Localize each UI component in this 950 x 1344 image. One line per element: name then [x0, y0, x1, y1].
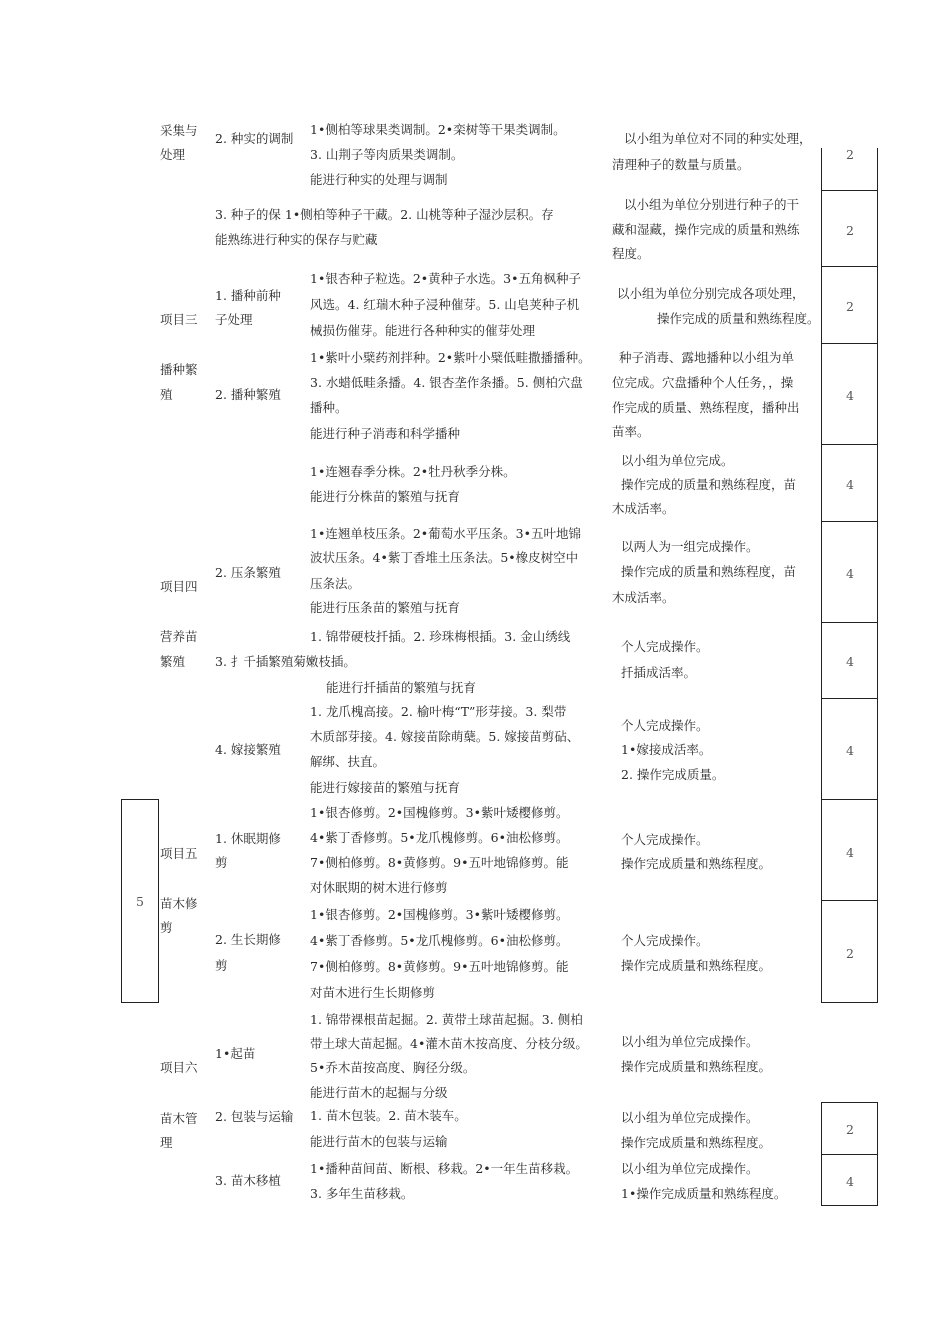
assessment-line: 个人完成操作。 — [621, 933, 709, 948]
content-line: 3. 山荆子等肉质果类调制。 — [310, 147, 464, 162]
assessment-line: 木成活率。 — [612, 590, 675, 605]
hours-value: 2 — [846, 299, 854, 314]
project-4-name-cont: 繁殖 — [160, 654, 186, 669]
hours-value: 4 — [846, 743, 854, 758]
assessment-line: 个人完成操作。 — [621, 718, 709, 733]
hours-value: 4 — [846, 388, 854, 403]
assessment-line: 操作完成质量和熟练程度。 — [621, 856, 772, 871]
project-6-label: 项目六 — [160, 1060, 198, 1075]
content-line: 压条法。 — [310, 576, 361, 591]
content-line: 波状压条。4•紫丁香堆土压条法。5•橡皮树空中 — [310, 550, 579, 565]
hours-row-divider — [821, 266, 878, 267]
content-line: 5•乔木苗按高度、胸径分级。 — [310, 1060, 476, 1075]
assessment-line: 藏和湿藏，操作完成的质量和熟练 — [612, 222, 800, 237]
content-line: 木质部芽接。4. 嫁接苗除萌蘖。5. 嫁接苗剪砧、 — [310, 729, 580, 744]
project-6-name: 苗木管 — [160, 1111, 198, 1126]
project-6-name-cont: 理 — [160, 1135, 173, 1150]
assessment-line: 操作完成的质量和熟练程度。 — [657, 311, 820, 326]
hours-row-divider — [821, 698, 878, 699]
assessment-line: 个人完成操作。 — [621, 639, 709, 654]
content-line: 对休眠期的树木进行修剪 — [310, 880, 448, 895]
hours-value: 4 — [846, 1174, 854, 1189]
content-line: 解绑、扶直。 — [310, 754, 386, 769]
assessment-line: 木成活率。 — [612, 501, 675, 516]
assessment-line: 清理种子的数量与质量。 — [612, 157, 750, 172]
assessment-line: 操作完成质量和熟练程度。 — [621, 1135, 772, 1150]
content-line: 7•侧柏修剪。8•黄修剪。9•五叶地锦修剪。能 — [310, 959, 569, 974]
project-4-label: 项目四 — [160, 579, 198, 594]
hours-value: 4 — [846, 845, 854, 860]
content-line: 能进行苗木的包装与运输 — [310, 1134, 448, 1149]
hours-row-divider — [821, 799, 878, 800]
hours-row-divider — [821, 343, 878, 344]
assessment-line: 操作完成质量和熟练程度。 — [621, 1059, 772, 1074]
content-line: 1•银杏修剪。2•国槐修剪。3•紫叶矮樱修剪。 — [310, 907, 569, 922]
content-line: 1•侧柏等球果类调制。2•栾树等干果类调制。 — [310, 122, 566, 137]
assessment-line: 1•嫁接成活率。 — [621, 742, 712, 757]
project-2-label: 采集与 — [160, 123, 198, 138]
content-line: 4•紫丁香修剪。5•龙爪槐修剪。6•油松修剪。 — [310, 830, 569, 845]
task-growing-pruning-cont: 剪 — [215, 958, 228, 973]
assessment-line: 以小组为单位完成操作。 — [621, 1161, 759, 1176]
hours-value: 2 — [846, 147, 854, 162]
content-line: 能进行苗木的起掘与分级 — [310, 1085, 448, 1100]
content-line: 1. 苗木包装。2. 苗木装车。 — [310, 1108, 467, 1123]
content-line: 带土球大苗起掘。4•灌木苗木按高度、分枝分级。 — [310, 1036, 588, 1051]
assessment-line: 个人完成操作。 — [621, 832, 709, 847]
assessment-line: 以小组为单位分别进行种子的干 — [624, 197, 800, 212]
content-line: 1. 锦带裸根苗起掘。2. 黄带土球苗起掘。3. 侧柏 — [310, 1012, 583, 1027]
content-line: 1. 龙爪槐高接。2. 榆叶梅“T”形芽接。3. 梨带 — [310, 704, 567, 719]
hours-value: 2 — [846, 1122, 854, 1137]
content-line: 械损伤催芽。能进行各种种实的催芽处理 — [310, 323, 536, 338]
task-lifting: 1•起苗 — [215, 1046, 256, 1061]
hours-value: 2 — [846, 946, 854, 961]
content-line: 能进行分株苗的繁殖与抚育 — [310, 489, 461, 504]
content-line: 能进行扦插苗的繁殖与抚育 — [326, 680, 477, 695]
content-line: 3. 水蜡低畦条播。4. 银杏垄作条播。5. 侧柏穴盘 — [310, 375, 583, 390]
project-3-name: 播种繁 — [160, 362, 198, 377]
task-seed-storage-goal: 能熟练进行种实的保存与贮藏 — [215, 232, 378, 247]
content-line: 1•紫叶小檗药剂拌种。2•紫叶小檗低畦撒播播种。 — [310, 350, 591, 365]
assessment-line: 操作完成质量和熟练程度。 — [621, 958, 772, 973]
project-3-name-cont: 殖 — [160, 387, 173, 402]
task-presowing-cont: 子处理 — [215, 312, 253, 327]
task-layering: 2. 压条繁殖 — [215, 565, 281, 580]
hours-row-divider — [821, 1002, 878, 1003]
hours-row-divider — [821, 444, 878, 445]
assessment-line: 操作完成的质量和熟练程度，苗 — [621, 564, 797, 579]
project-5-index: 5 — [136, 894, 144, 909]
content-line: 能进行压条苗的繁殖与抚育 — [310, 600, 461, 615]
task-transplanting: 3. 苗木移植 — [215, 1173, 281, 1188]
assessment-line: 1•操作完成质量和熟练程度。 — [621, 1186, 787, 1201]
assessment-line: 扦插成活率。 — [621, 665, 697, 680]
assessment-line: 以小组为单位分别完成各项处理， — [617, 286, 805, 301]
project-3-label: 项目三 — [160, 312, 198, 327]
project-5-name-cont: 剪 — [160, 920, 173, 935]
assessment-line: 以小组为单位完成操作。 — [621, 1110, 759, 1125]
assessment-line: 位完成。穴盘播种个人任务，，操 — [612, 375, 794, 390]
content-line: 4•紫丁香修剪。5•龙爪槐修剪。6•油松修剪。 — [310, 933, 569, 948]
task-cutting: 3. 扌千插繁殖菊嫩枝插。 — [215, 654, 356, 669]
assessment-line: 苗率。 — [612, 424, 650, 439]
content-line: 1•播种苗间苗、断根、移栽。2•一年生苗移栽。 — [310, 1161, 579, 1176]
content-line: 1•连翘春季分株。2•牡丹秋季分株。 — [310, 464, 516, 479]
content-line: 1•银杏修剪。2•国槐修剪。3•紫叶矮樱修剪。 — [310, 805, 569, 820]
hours-value: 4 — [846, 477, 854, 492]
task-dormant-pruning-cont: 剪 — [215, 855, 228, 870]
content-line: 7•侧柏修剪。8•黄修剪。9•五叶地锦修剪。能 — [310, 855, 569, 870]
task-presowing: 1. 播种前种 — [215, 288, 281, 303]
assessment-line: 以两人为一组完成操作。 — [621, 539, 759, 554]
content-line: 能进行种子消毒和科学播种 — [310, 426, 461, 441]
content-line: 1. 锦带硬枝扦插。2. 珍珠梅根插。3. 金山绣线 — [310, 629, 571, 644]
task-sowing: 2. 播种繁殖 — [215, 387, 281, 402]
content-line: 1•连翘单枝压条。2•葡萄水平压条。3•五叶地锦 — [310, 526, 581, 541]
task-dormant-pruning: 1. 休眠期修 — [215, 831, 281, 846]
assessment-line: 2. 操作完成质量。 — [621, 767, 725, 782]
content-line: 3. 多年生苗移栽。 — [310, 1186, 414, 1201]
hours-row-divider — [821, 1154, 878, 1155]
content-line: 风选。4. 红瑞木种子浸种催芽。5. 山皂荚种子机 — [310, 297, 580, 312]
hours-row-divider — [821, 622, 878, 623]
content-line: 能进行种实的处理与调制 — [310, 172, 448, 187]
assessment-line: 以小组为单位完成操作。 — [621, 1034, 759, 1049]
hours-value: 2 — [846, 223, 854, 238]
content-line: 能进行嫁接苗的繁殖与抚育 — [310, 780, 461, 795]
assessment-line: 以小组为单位对不同的种实处理， — [624, 131, 812, 146]
assessment-line: 以小组为单位完成。 — [621, 453, 734, 468]
task-seed-storage: 3. 种子的保 1•侧柏等种子干藏。2. 山桃等种子湿沙层积。存 — [215, 207, 554, 222]
hours-value: 4 — [846, 654, 854, 669]
project-2-label-cont: 处理 — [160, 147, 186, 162]
project-5-name: 苗木修 — [160, 896, 198, 911]
assessment-line: 种子消毒、露地播种以小组为单 — [619, 350, 795, 365]
task-seed-conditioning: 2. 种实的调制 — [215, 131, 294, 146]
assessment-line: 作完成的质量、熟练程度，播种出 — [612, 400, 800, 415]
project-4-name: 营养苗 — [160, 629, 198, 644]
hours-row-divider — [821, 190, 878, 191]
hours-row-divider — [821, 521, 878, 522]
content-line: 1•银杏种子粒选。2•黄种子水选。3•五角枫种子 — [310, 271, 581, 286]
hours-row-divider — [821, 900, 878, 901]
task-packing: 2. 包装与运输 — [215, 1109, 294, 1124]
assessment-line: 程度。 — [612, 246, 650, 261]
assessment-line: 操作完成的质量和熟练程度，苗 — [621, 477, 797, 492]
hours-value: 4 — [846, 566, 854, 581]
content-line: 播种。 — [310, 400, 348, 415]
task-growing-pruning: 2. 生长期修 — [215, 932, 281, 947]
project-5-label: 项目五 — [160, 846, 198, 861]
task-grafting: 4. 嫁接繁殖 — [215, 742, 281, 757]
content-line: 对苗木进行生长期修剪 — [310, 985, 436, 1000]
